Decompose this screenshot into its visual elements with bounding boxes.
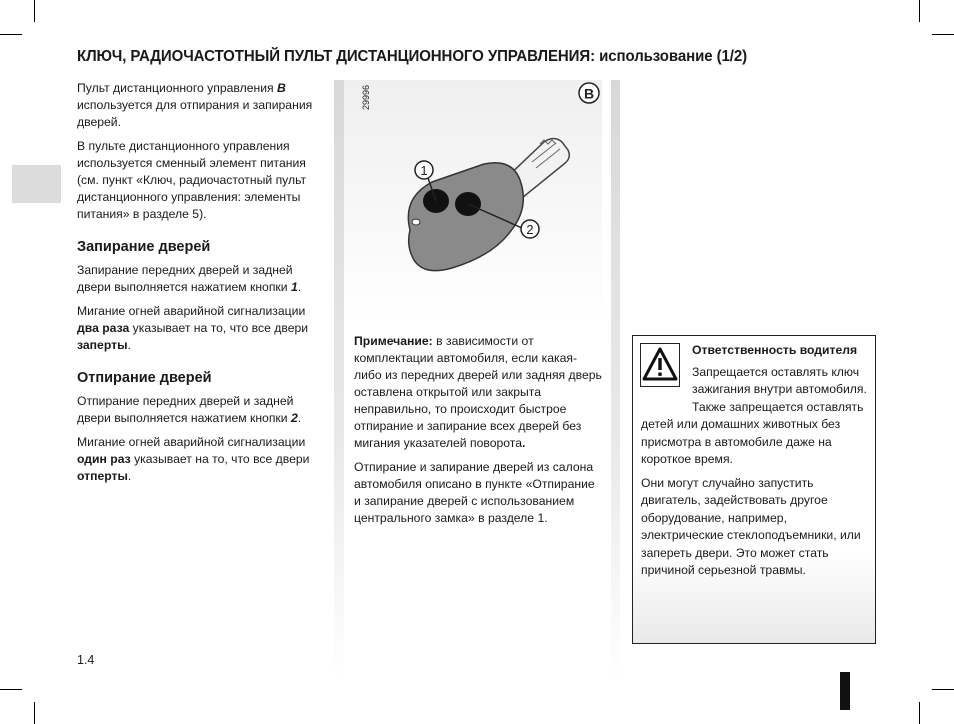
key-fob-drawing [344, 80, 602, 326]
lock-heading: Запирание дверей [77, 239, 211, 255]
page-marker-bar [840, 672, 850, 710]
figure-letter: B [583, 85, 595, 102]
crop-mark [932, 689, 954, 690]
unlock-heading: Отпирание дверей [77, 370, 212, 386]
crop-mark [919, 0, 920, 22]
crop-mark [932, 34, 954, 35]
intro-paragraph: Пульт дистанционного управления B используется для отпирания и запирания дверей. [77, 81, 313, 129]
lock-paragraph: Запирание передних дверей и задней двери выполняется нажатием кнопки 1. [77, 263, 302, 294]
middle-column [354, 333, 604, 534]
lock-signal-paragraph: Мигание огней аварийной сигнализации два раза указывает на то, что все двери заперты. [77, 304, 309, 352]
left-column [77, 80, 327, 492]
crop-mark [0, 689, 22, 690]
note-paragraph: Примечание: в зависимости от комплектации автомобиля, если какая-либо из передних дверей или задняя дверь оставлена открытой или закрыта неправильно, то происходит быстрое отпирание и запирание всех дверей без мигания указателей поворота. [354, 334, 602, 450]
battery-paragraph: В пульте дистанционного управления используется сменный элемент питания (см. пункт «Ключ, радиочастотный пульт дистанционного управления: элементы питания» в разделе 5). [77, 139, 307, 221]
crop-mark [0, 34, 22, 35]
central-lock-paragraph: Отпирание и запирание дверей из салона автомобиля описано в пункте «Отпирание и запирание дверей с использованием центрального замка» в разделе 1. [354, 460, 595, 525]
figure-code: 29996 [361, 84, 371, 110]
key-illustration [344, 80, 602, 326]
warning-paragraph-2: Они могут случайно запустить двигатель, задействовать другое оборудование, например, электрические стеклоподъемники, или запереть двери. Это может стать причиной серьезной травмы. [641, 475, 861, 577]
warning-paragraph-1: Запрещается оставлять ключ зажигания внутри автомобиля. Также запрещается оставлять детей или домашних животных без присмотра в автомобиле даже на короткое время. [641, 364, 867, 466]
section-tab [12, 165, 61, 203]
page-number: 1.4 [77, 653, 95, 667]
warning-box [632, 335, 876, 644]
callout-1-label: 1 [420, 163, 428, 178]
page-title: КЛЮЧ, РАДИОЧАСТОТНЫЙ ПУЛЬТ ДИСТАНЦИОННОГО УПРАВЛЕНИЯ: использование (1/2) [77, 48, 748, 65]
warning-heading: Ответственность водителя [692, 343, 858, 357]
callout-2-label: 2 [526, 222, 534, 237]
column-shade [334, 80, 344, 680]
crop-mark [34, 702, 35, 724]
crop-mark [34, 0, 35, 22]
unlock-signal-paragraph: Мигание огней аварийной сигнализации один раз указывает на то, что все двери отперты. [77, 435, 310, 483]
warning-text [641, 342, 869, 586]
key-fob-hole [412, 219, 420, 225]
unlock-paragraph: Отпирание передних дверей и задней двери выполняется нажатием кнопки 2. [77, 394, 302, 425]
column-shade [611, 80, 620, 680]
crop-mark [919, 702, 920, 724]
